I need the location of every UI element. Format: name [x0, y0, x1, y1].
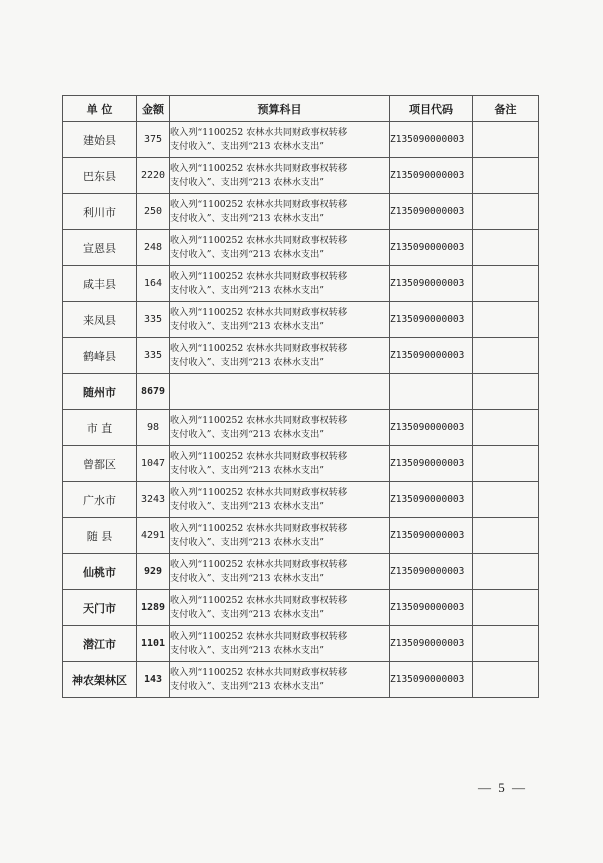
cell-amount: 2220 — [137, 158, 170, 194]
subject-line-1: 收入列“1100252 农林水共同财政事权转移 — [170, 594, 348, 606]
table-row — [63, 626, 539, 662]
cell-code: Z135090000003 — [390, 158, 473, 194]
cell-unit: 市 直 — [63, 410, 137, 446]
subject-line-1: 收入列“1100252 农林水共同财政事权转移 — [170, 162, 348, 174]
cell-subject — [170, 194, 390, 230]
subject-line-1: 收入列“1100252 农林水共同财政事权转移 — [170, 522, 348, 534]
cell-code: Z135090000003 — [390, 482, 473, 518]
cell-note — [473, 446, 539, 482]
cell-note — [473, 482, 539, 518]
cell-code: Z135090000003 — [390, 446, 473, 482]
table-row — [63, 590, 539, 626]
cell-amount: 8679 — [137, 374, 170, 410]
header-code: 项目代码 — [390, 96, 473, 122]
cell-code: Z135090000003 — [390, 410, 473, 446]
page-number: — 5 — — [478, 780, 527, 795]
table-row — [63, 554, 539, 590]
cell-note — [473, 158, 539, 194]
cell-unit: 广水市 — [63, 482, 137, 518]
header-note: 备注 — [473, 96, 539, 122]
cell-code: Z135090000003 — [390, 518, 473, 554]
subject-line-2: 支付收入”、支出列“213 农林水支出” — [170, 284, 324, 296]
cell-code: Z135090000003 — [390, 626, 473, 662]
cell-subject — [170, 338, 390, 374]
subject-line-2: 支付收入”、支出列“213 农林水支出” — [170, 212, 324, 224]
subject-line-1: 收入列“1100252 农林水共同财政事权转移 — [170, 126, 348, 138]
cell-unit: 潜江市 — [63, 626, 137, 662]
cell-subject — [170, 518, 390, 554]
cell-unit: 宣恩县 — [63, 230, 137, 266]
cell-unit: 随州市 — [63, 374, 137, 410]
budget-table — [62, 95, 539, 698]
subject-line-2: 支付收入”、支出列“213 农林水支出” — [170, 176, 324, 188]
table-row — [63, 194, 539, 230]
subject-line-1: 收入列“1100252 农林水共同财政事权转移 — [170, 414, 348, 426]
cell-amount: 143 — [137, 662, 170, 698]
cell-note — [473, 518, 539, 554]
cell-note — [473, 554, 539, 590]
cell-note — [473, 230, 539, 266]
cell-note — [473, 302, 539, 338]
cell-subject — [170, 662, 390, 698]
subject-line-1: 收入列“1100252 农林水共同财政事权转移 — [170, 558, 348, 570]
table-body — [63, 122, 539, 698]
cell-subject — [170, 590, 390, 626]
cell-note — [473, 374, 539, 410]
cell-code: Z135090000003 — [390, 194, 473, 230]
subject-line-2: 支付收入”、支出列“213 农林水支出” — [170, 500, 324, 512]
table-row — [63, 302, 539, 338]
cell-subject — [170, 446, 390, 482]
cell-subject — [170, 374, 390, 410]
subject-line-2: 支付收入”、支出列“213 农林水支出” — [170, 320, 324, 332]
table-row — [63, 338, 539, 374]
cell-note — [473, 266, 539, 302]
cell-code: Z135090000003 — [390, 122, 473, 158]
cell-amount: 1047 — [137, 446, 170, 482]
cell-unit: 天门市 — [63, 590, 137, 626]
cell-amount: 1289 — [137, 590, 170, 626]
cell-code: Z135090000003 — [390, 662, 473, 698]
cell-note — [473, 410, 539, 446]
subject-line-1: 收入列“1100252 农林水共同财政事权转移 — [170, 450, 348, 462]
cell-note — [473, 662, 539, 698]
cell-subject — [170, 122, 390, 158]
cell-code: Z135090000003 — [390, 302, 473, 338]
cell-amount: 250 — [137, 194, 170, 230]
cell-note — [473, 590, 539, 626]
cell-unit: 曾都区 — [63, 446, 137, 482]
subject-line-1: 收入列“1100252 农林水共同财政事权转移 — [170, 198, 348, 210]
table-row — [63, 230, 539, 266]
subject-line-2: 支付收入”、支出列“213 农林水支出” — [170, 464, 324, 476]
subject-line-2: 支付收入”、支出列“213 农林水支出” — [170, 572, 324, 584]
cell-unit: 鹤峰县 — [63, 338, 137, 374]
subject-line-1: 收入列“1100252 农林水共同财政事权转移 — [170, 486, 348, 498]
table-row — [63, 122, 539, 158]
subject-line-2: 支付收入”、支出列“213 农林水支出” — [170, 356, 324, 368]
cell-code — [390, 374, 473, 410]
table-row — [63, 446, 539, 482]
cell-amount: 375 — [137, 122, 170, 158]
subject-line-2: 支付收入”、支出列“213 农林水支出” — [170, 644, 324, 656]
subject-line-1: 收入列“1100252 农林水共同财政事权转移 — [170, 306, 348, 318]
cell-unit: 巴东县 — [63, 158, 137, 194]
cell-code: Z135090000003 — [390, 590, 473, 626]
cell-note — [473, 338, 539, 374]
subject-line-1: 收入列“1100252 农林水共同财政事权转移 — [170, 342, 348, 354]
cell-subject — [170, 266, 390, 302]
cell-code: Z135090000003 — [390, 230, 473, 266]
cell-subject — [170, 482, 390, 518]
cell-unit: 仙桃市 — [63, 554, 137, 590]
cell-amount: 335 — [137, 338, 170, 374]
cell-amount: 4291 — [137, 518, 170, 554]
subject-line-1: 收入列“1100252 农林水共同财政事权转移 — [170, 630, 348, 642]
subject-line-1: 收入列“1100252 农林水共同财政事权转移 — [170, 234, 348, 246]
cell-unit: 建始县 — [63, 122, 137, 158]
cell-note — [473, 194, 539, 230]
cell-note — [473, 626, 539, 662]
subject-line-2: 支付收入”、支出列“213 农林水支出” — [170, 248, 324, 260]
subject-line-2: 支付收入”、支出列“213 农林水支出” — [170, 536, 324, 548]
subject-line-2: 支付收入”、支出列“213 农林水支出” — [170, 140, 324, 152]
cell-amount: 248 — [137, 230, 170, 266]
cell-unit: 随 县 — [63, 518, 137, 554]
table-row — [63, 266, 539, 302]
header-amount: 金额 — [137, 96, 170, 122]
cell-subject — [170, 230, 390, 266]
cell-amount: 3243 — [137, 482, 170, 518]
cell-subject — [170, 410, 390, 446]
cell-unit: 神农架林区 — [63, 662, 137, 698]
cell-unit: 咸丰县 — [63, 266, 137, 302]
subject-line-1: 收入列“1100252 农林水共同财政事权转移 — [170, 666, 348, 678]
subject-line-2: 支付收入”、支出列“213 农林水支出” — [170, 428, 324, 440]
subject-line-2: 支付收入”、支出列“213 农林水支出” — [170, 608, 324, 620]
cell-unit: 来凤县 — [63, 302, 137, 338]
table-row — [63, 374, 539, 410]
cell-subject — [170, 302, 390, 338]
cell-amount: 335 — [137, 302, 170, 338]
header-unit: 单 位 — [63, 96, 137, 122]
cell-amount: 929 — [137, 554, 170, 590]
table-row — [63, 518, 539, 554]
cell-subject — [170, 158, 390, 194]
cell-code: Z135090000003 — [390, 338, 473, 374]
cell-subject — [170, 554, 390, 590]
subject-line-2: 支付收入”、支出列“213 农林水支出” — [170, 680, 324, 692]
table-row — [63, 410, 539, 446]
cell-subject — [170, 626, 390, 662]
cell-amount: 1101 — [137, 626, 170, 662]
cell-amount: 164 — [137, 266, 170, 302]
cell-unit: 利川市 — [63, 194, 137, 230]
table-row — [63, 158, 539, 194]
cell-note — [473, 122, 539, 158]
cell-amount: 98 — [137, 410, 170, 446]
cell-code: Z135090000003 — [390, 266, 473, 302]
header-subject: 预算科目 — [170, 96, 390, 122]
table-header-row — [63, 96, 539, 122]
subject-line-1: 收入列“1100252 农林水共同财政事权转移 — [170, 270, 348, 282]
table-row — [63, 482, 539, 518]
cell-code: Z135090000003 — [390, 554, 473, 590]
table-row — [63, 662, 539, 698]
